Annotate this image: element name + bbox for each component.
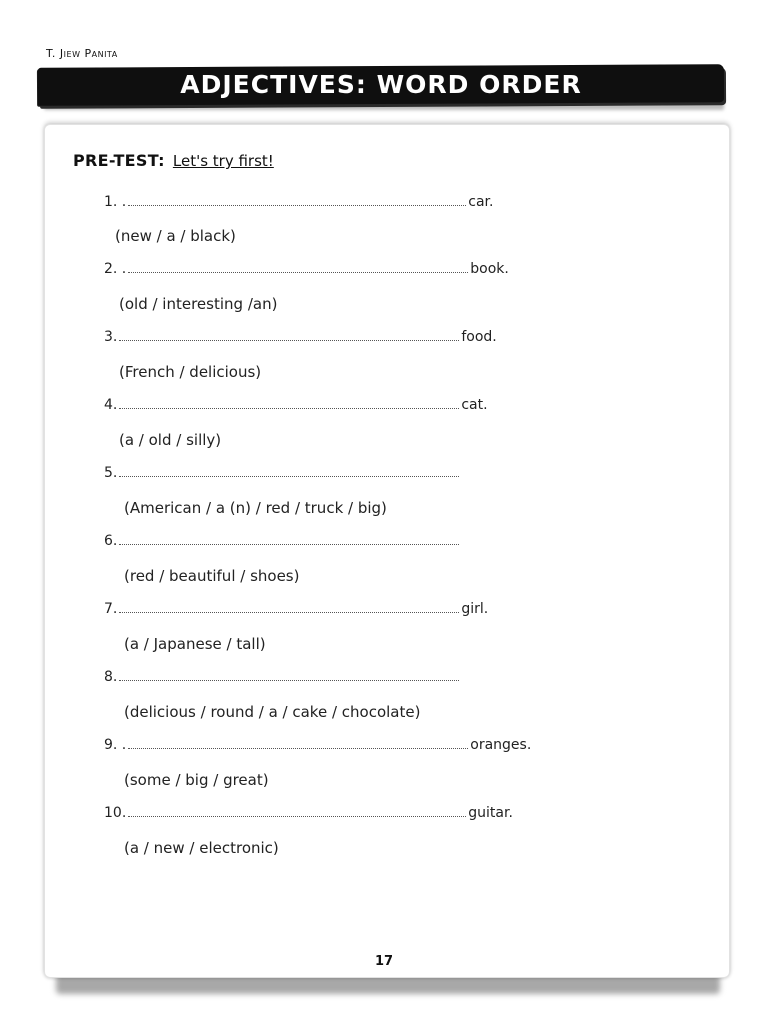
author-name: T. Jiew Panita <box>46 47 118 60</box>
exercise-item-4 <box>104 397 488 413</box>
item-number: 5. <box>104 465 118 481</box>
exercise-item-8 <box>104 669 461 685</box>
item-ending: book. <box>470 261 509 277</box>
item-hint: (American / a (n) / red / truck / big) <box>124 499 387 517</box>
answer-blank[interactable] <box>119 330 459 341</box>
answer-blank[interactable] <box>119 466 459 477</box>
item-hint: (delicious / round / a / cake / chocolate) <box>124 703 421 721</box>
answer-blank[interactable] <box>119 670 459 681</box>
exercise-item-9 <box>104 737 531 753</box>
item-ending: oranges. <box>470 737 532 753</box>
item-number: 6. <box>104 533 118 549</box>
item-hint: (some / big / great) <box>124 771 269 789</box>
item-hint: (a / Japanese / tall) <box>124 635 266 653</box>
item-number: 1. . <box>104 194 127 210</box>
pretest-subtitle: Let's try first! <box>172 152 274 170</box>
item-number: 4. <box>104 397 118 413</box>
exercise-item-2 <box>104 261 509 277</box>
page-number: 17 <box>374 954 394 969</box>
item-hint: (French / delicious) <box>119 363 262 381</box>
answer-blank[interactable] <box>119 534 459 545</box>
item-hint: (new / a / black) <box>115 227 236 245</box>
item-hint: (red / beautiful / shoes) <box>124 567 300 585</box>
item-ending: cat. <box>461 397 488 413</box>
item-number: 7. <box>104 601 118 617</box>
exercise-item-7 <box>104 601 488 617</box>
item-ending: girl. <box>461 601 489 617</box>
answer-blank[interactable] <box>119 602 459 613</box>
exercise-item-3 <box>104 329 497 345</box>
item-number: 8. <box>104 669 118 685</box>
item-hint: (a / old / silly) <box>119 431 222 449</box>
answer-blank[interactable] <box>119 398 459 409</box>
answer-blank[interactable] <box>128 738 468 749</box>
answer-blank[interactable] <box>128 806 466 817</box>
item-hint: (old / interesting /an) <box>119 295 278 313</box>
exercise-item-10 <box>104 805 513 821</box>
pretest-heading <box>73 151 274 170</box>
answer-blank[interactable] <box>128 262 468 273</box>
exercise-item-1 <box>104 194 493 210</box>
item-number: 10. <box>104 805 127 821</box>
item-ending: guitar. <box>468 805 513 821</box>
exercise-item-5 <box>104 465 461 481</box>
item-ending: car. <box>468 194 494 210</box>
item-number: 3. <box>104 329 118 345</box>
item-hint: (a / new / electronic) <box>124 839 279 857</box>
pretest-label: PRE-TEST: <box>73 151 165 170</box>
exercise-item-6 <box>104 533 461 549</box>
item-ending: food. <box>461 329 497 345</box>
page-title: ADJECTIVES: WORD ORDER <box>180 70 582 99</box>
item-number: 9. . <box>104 737 127 753</box>
item-number: 2. . <box>104 261 127 277</box>
answer-blank[interactable] <box>128 195 466 206</box>
